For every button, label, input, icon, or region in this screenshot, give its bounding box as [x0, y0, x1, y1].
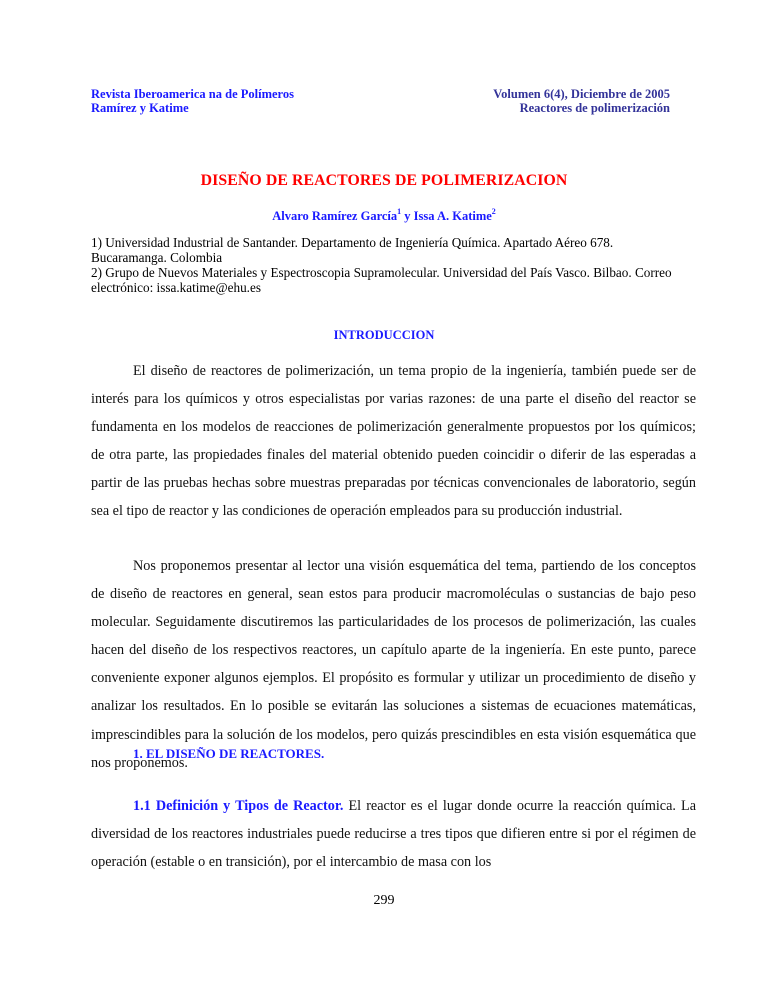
subsection-1-1-text: El reactor es el lugar donde ocurre la reacción química. La diversidad de los reactores industriales puede reducirse a tres tipos que difieren entre si por el régimen de operación (estable o en transición), por el intercambio de masa con los — [91, 798, 696, 871]
journal-name: Revista Iberoamerica na de Polímeros — [91, 87, 294, 101]
affiliations — [91, 235, 691, 295]
intro-paragraph-1: El diseño de reactores de polimerización, un tema propio de la ingeniería, también puede ser de interés para los químicos y otros especialistas por varias razones: de una parte el diseño del reactor se fundamenta en los modelos de reacciones de polimerización generalmente propuestos por los químicos; de otra parte, las propiedades finales del material obtenido pueden coincidir o diferir de las esperadas a partir de las pruebas hechas sobre muestras preparadas por técnicas convencionales de laboratorio, según sea el tipo de reactor y las condiciones de operación empleados para su producción industrial. — [91, 363, 696, 520]
paper-title: DISEÑO DE REACTORES DE POLIMERIZACION — [200, 172, 568, 189]
author-connector: y — [401, 209, 414, 223]
section-heading-introduccion: INTRODUCCION — [333, 328, 435, 342]
issue-info: Volumen 6(4), Diciembre de 2005 — [493, 87, 670, 101]
running-header-right — [493, 87, 670, 115]
subsection-1-1-paragraph — [91, 792, 696, 876]
page-number: 299 — [373, 893, 395, 908]
affiliation-1: 1) Universidad Industrial de Santander. Departamento de Ingeniería Química. Apartado Aéreo 678. Bucaramanga. Colombia — [91, 235, 614, 265]
running-header-left — [91, 87, 294, 115]
author-line — [0, 209, 768, 224]
affiliation-2: 2) Grupo de Nuevos Materiales y Espectroscopia Supramolecular. Universidad del País Vasco. Bilbao. Correo electrónico: issa.katime@ehu.es — [91, 265, 672, 295]
author-2: Issa A. Katime — [413, 209, 492, 223]
subsection-1-1-heading: 1.1 Definición y Tipos de Reactor. — [133, 798, 344, 814]
running-authors: Ramírez y Katime — [91, 101, 189, 115]
author-1: Alvaro Ramírez García — [272, 209, 398, 223]
section-heading-1: 1. EL DISEÑO DE REACTORES. — [133, 746, 325, 761]
author-1-affiliation-mark: 1 — [397, 207, 402, 216]
running-topic: Reactores de polimerización — [519, 101, 670, 115]
author-2-affiliation-mark: 2 — [491, 207, 496, 216]
intro-paragraph-2: Nos proponemos presentar al lector una visión esquemática del tema, partiendo de los conceptos de diseño de reactores en general, sean estos para producir macromoléculas o sustancias de bajo peso molecular. Seguidamente discutiremos las particularidades de los procesos de polimerización, las cuales hacen del diseño de los respectivos reactores, un capítulo aparte de la ingeniería. En este punto, parece conveniente exponer algunos ejemplos. El propósito es formular y utilizar un procedimiento de diseño y analizar los resultados. En lo posible se evitarán las soluciones a sistemas de ecuaciones matemáticas, imprescindibles para la solución de los modelos, pero quizás prescindibles en esta visión esquemática que nos proponemos. — [91, 558, 696, 771]
